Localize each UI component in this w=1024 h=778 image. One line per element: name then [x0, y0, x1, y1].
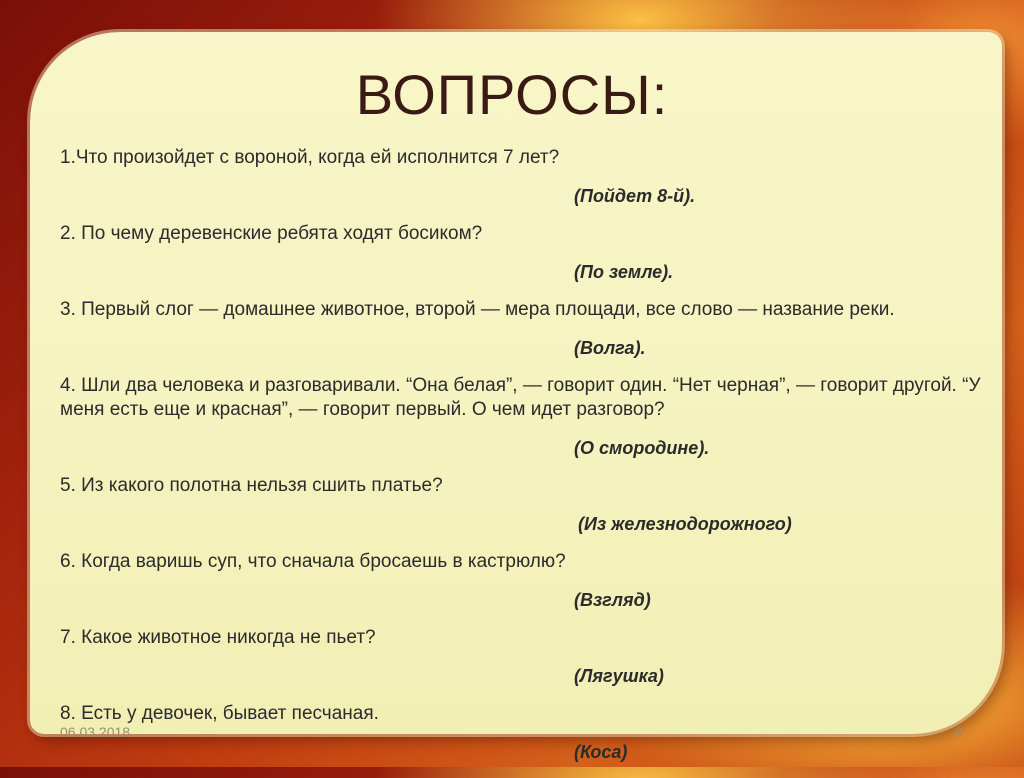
questions-list	[60, 146, 990, 778]
question-3: 3. Первый слог — домашнее животное, второй — мера площади, все слово — название реки.	[60, 299, 895, 320]
question-5: 5. Из какого полотна нельзя сшить платье?	[60, 475, 443, 496]
slide-title: ВОПРОСЫ:	[355, 63, 669, 126]
question-4: 4. Шли два человека и разговаривали. “Она белая”, — говорит один. “Нет черная”, — говорит другой. “У меня есть еще и красная”, — говорит первый. О чем идет разговор?	[60, 375, 981, 420]
question-8: 8. Есть у девочек, бывает песчаная.	[60, 703, 379, 724]
question-1: 1.Что произойдет с вороной, когда ей исполнится 7 лет?	[60, 147, 560, 168]
question-7: 7. Какое животное никогда не пьет?	[60, 627, 376, 648]
answer-8: (Коса)	[574, 742, 628, 762]
answer-5: (Из железнодорожного)	[578, 514, 792, 534]
answer-7: (Лягушка)	[574, 666, 664, 686]
question-6: 6. Когда варишь суп, что сначала бросаешь в кастрюлю?	[60, 551, 566, 572]
answer-3: (Волга).	[574, 338, 646, 358]
answer-4: (О смородине).	[574, 438, 710, 458]
answer-2: (По земле).	[574, 262, 674, 282]
answer-6: (Взгляд)	[574, 590, 651, 610]
question-2: 2. По чему деревенские ребята ходят босиком?	[60, 223, 483, 244]
footer-date: 06.03.2018	[60, 724, 131, 740]
answer-1: (Пойдет 8-й).	[574, 186, 696, 206]
page-number: 8	[955, 724, 963, 740]
